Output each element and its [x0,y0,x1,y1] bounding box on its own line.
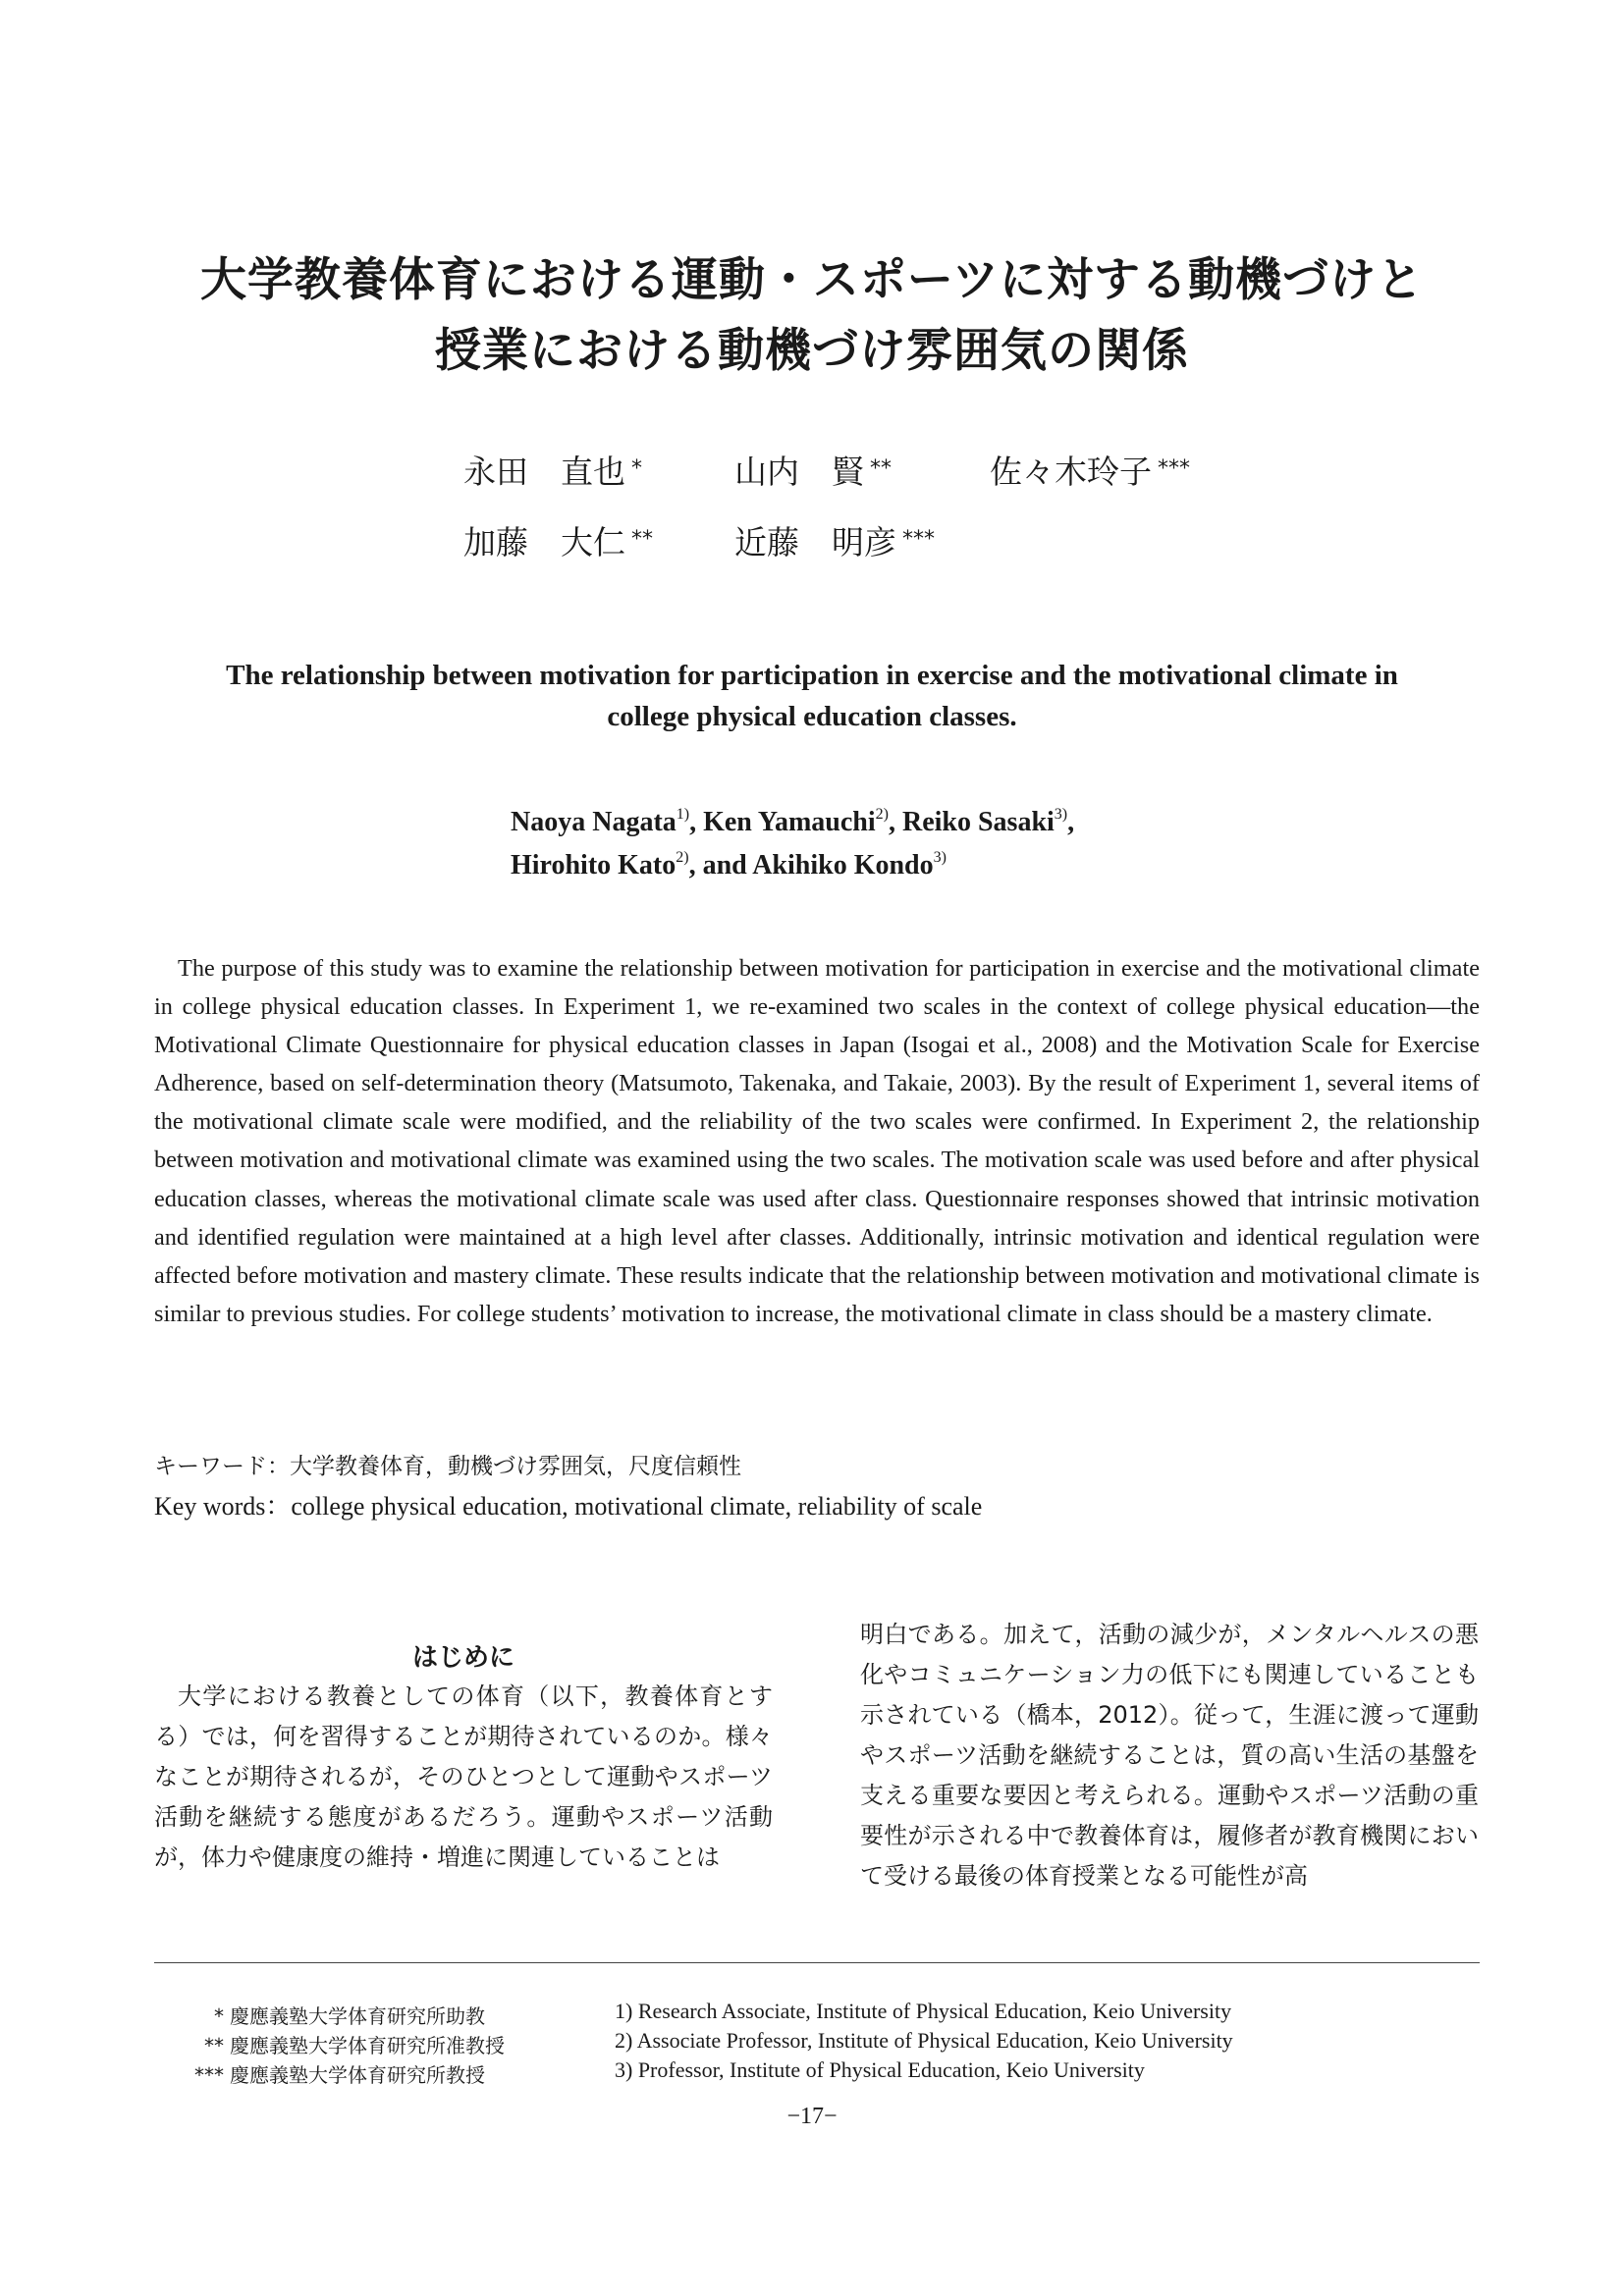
author-en-3-comma: , [1067,807,1075,837]
author-ja-5-mark: *** [902,527,935,552]
footnote-en-3: 3) Professor, Institute of Physical Education, Keio University [615,2057,1145,2082]
intro-paragraph-right: 明白である。加えて，活動の減少が，メンタルヘルスの悪化やコミュニケーション力の低下にも関連していることも示されている（橋本，2012）。従って，生涯に渡って運動やスポーツ活動を継続することは，質の高い生活の基盤を支える重要な要因と考えられる。運動やスポーツ活動の重要性が示される中で教養体育は，履修者が教育機関において受ける最後の体育授業となる可能性が高 [860,1621,1479,1890]
abstract: The purpose of this study was to examine the relationship between motivation for participation in exercise and the motivational climate in college physical education classes. In Experiment 1, we re-examined two scales in the context of college physical education—the Motivational Climate Questionnaire for physical education classes in Japan (Isogai et al., 2008) and the Motivation Scale for Exercise Adherence, based on self-determination theory (Matsumoto, Takenaka, and Takaie, 2003). By the result of Experiment 1, several items of the motivational climate scale were modified, and the reliability of the two scales were confirmed. In Experiment 2, the relationship between motivation and motivational climate was examined using the two scales. The motivation scale was used before and after physical education classes, whereas the motivational climate scale was used after class. Questionnaire responses showed that intrinsic motivation and identified regulation were maintained at a high level after classes. Additionally, intrinsic motivation and identical regulation were affected before motivation and mastery climate. These results indicate that the relationship between motivation and motivational climate is similar to previous studies. For college students’ motivation to increase, the motivational climate in class should be a mastery climate. [154,955,1480,1327]
title-ja-line1: 大学教養体育における運動・スポーツに対する動機づけと [199,253,1425,307]
author-ja-5-name: 近藤 明彦 [734,523,896,561]
author-ja-3 [990,447,1190,493]
footnote-ja-3 [177,2059,485,2088]
keywords-en: Key words：college physical education, motivational climate, reliability of scale [154,1492,983,1521]
author-en-5-affil: 3) [933,849,947,866]
authors-en-line2 [511,846,947,884]
authors-en-line1 [511,803,1074,841]
author-en-4-affil: 2) [676,849,689,866]
keywords-ja: キーワード：大学教養体育，動機づけ雰囲気，尺度信頼性 [154,1454,741,1479]
author-en-4: Hirohito Kato [511,850,677,881]
author-ja-5 [734,517,935,563]
author-ja-3-name: 佐々木玲子 [990,453,1152,491]
page-number: −17− [786,2104,838,2129]
author-ja-2 [734,447,892,493]
footnote-en-2: 2) Associate Professor, Institute of Physical Education, Keio University [615,2028,1233,2053]
intro-paragraph-left: 大学における教養としての体育（以下，教養体育とする）では，何を習得することが期待されているのか。様々なことが期待されるが，そのひとつとして運動やスポーツ活動を継続する態度があるだろう。運動やスポーツ活動が，体力や健康度の維持・増進に関連していることは [154,1682,773,1871]
author-ja-1-mark: * [631,456,642,481]
title-en-line2: college physical education classes. [607,701,1017,732]
footnote-ja-1-mark: * [214,2004,224,2028]
section-heading-intro: はじめに [411,1643,514,1673]
title-ja-line2: 授業における動機づけ雰囲気の関係 [435,324,1189,378]
author-en-3: , Reiko Sasaki [888,807,1055,837]
author-ja-4 [463,517,653,563]
author-ja-3-mark: *** [1158,456,1190,481]
footnote-ja-2-mark: ** [204,2034,224,2057]
author-en-1: Naoya Nagata [511,807,677,837]
footnote-divider [154,1962,1480,1963]
author-en-2: , Ken Yamauchi [689,807,876,837]
author-en-5: , and Akihiko Kondo [688,850,934,881]
footnote-ja-3-text: 慶應義塾大学体育研究所教授 [230,2063,485,2087]
author-en-3-affil: 3) [1054,806,1068,823]
author-ja-2-name: 山内 賢 [734,453,864,491]
author-ja-2-mark: ** [870,456,892,481]
intro-left-column [154,1677,773,1878]
intro-right-column [860,1615,1479,1896]
title-en-line1: The relationship between motivation for participation in exercise and the motivational climate in [226,660,1398,691]
footnote-ja-2-text: 慶應義塾大学体育研究所准教授 [230,2034,505,2057]
author-ja-1 [463,447,642,493]
author-ja-1-name: 永田 直也 [463,453,625,491]
footnote-ja-1 [177,2001,485,2029]
author-ja-4-mark: ** [631,527,653,552]
footnote-en-1: 1) Research Associate, Institute of Physical Education, Keio University [615,1999,1232,2023]
author-ja-4-name: 加藤 大仁 [463,523,625,561]
author-en-2-affil: 2) [875,806,889,823]
footnote-ja-1-text: 慶應義塾大学体育研究所助教 [230,2004,485,2028]
author-en-1-affil: 1) [676,806,690,823]
footnote-ja-2 [177,2030,505,2058]
footnote-ja-3-mark: *** [194,2063,224,2087]
